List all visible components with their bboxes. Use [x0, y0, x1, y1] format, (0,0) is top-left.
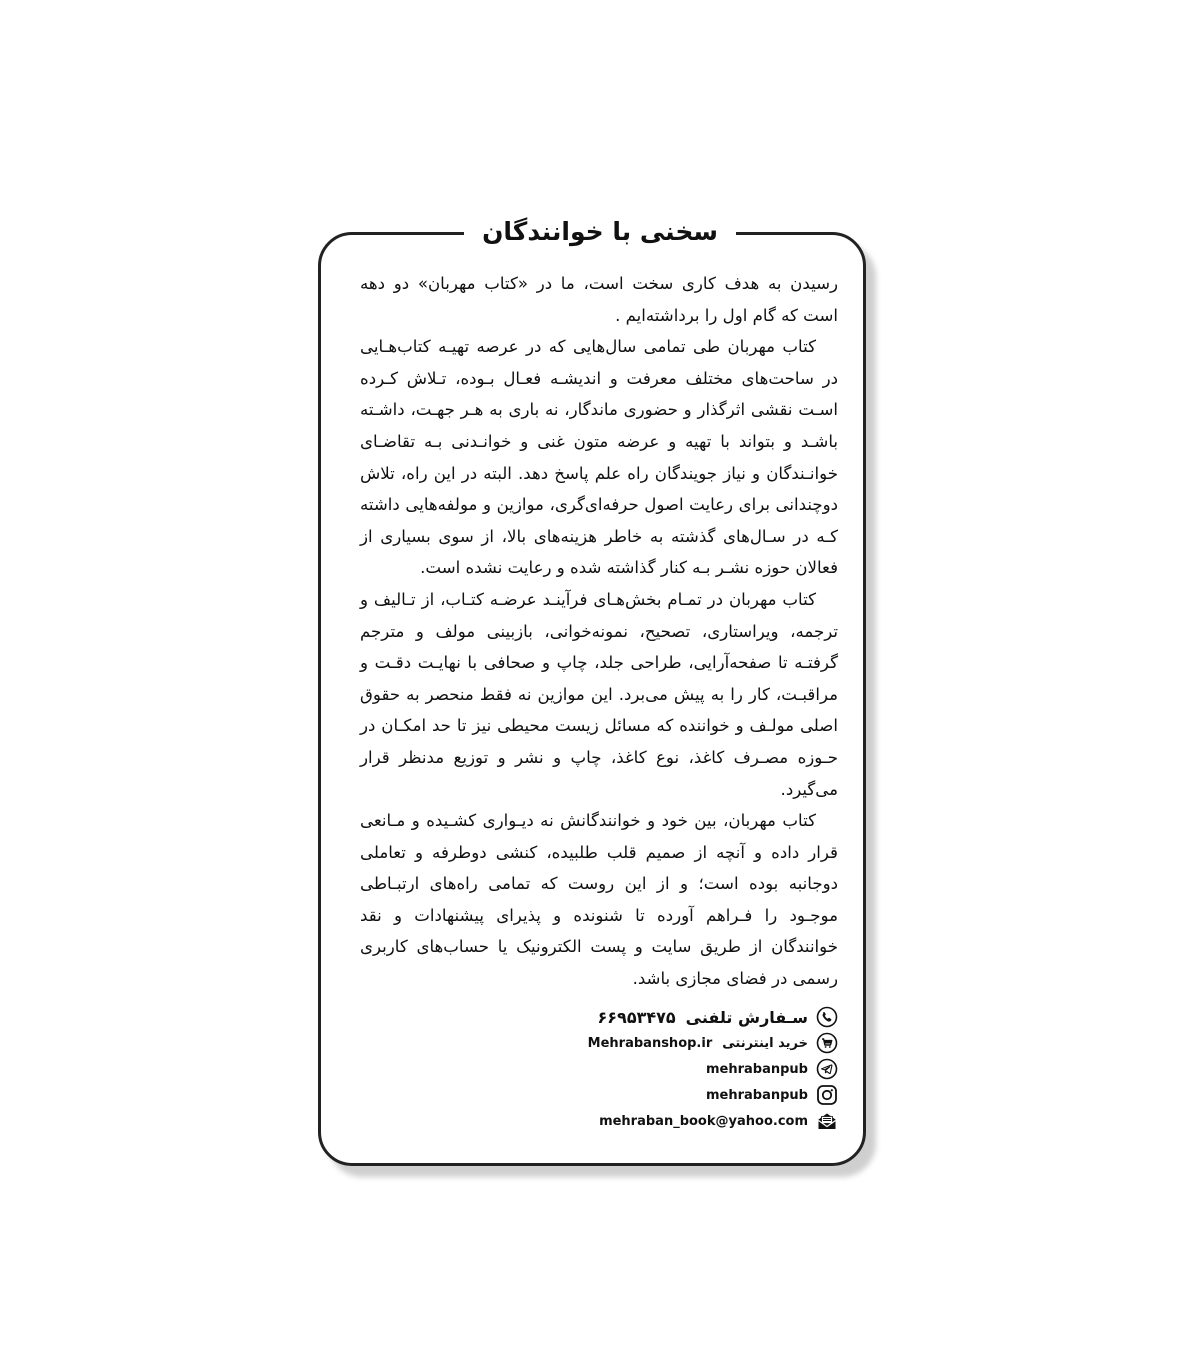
page-title: سخنی با خوانندگان [464, 212, 736, 252]
email-icon [816, 1110, 838, 1132]
shop-label: خرید اینترنتی [722, 1035, 808, 1051]
phone-label: سـفارش تلفنی [685, 1007, 808, 1027]
paragraph-1: رسیدن به هدف کاری سخت است، ما در «کتاب مهربان» دو دهه است که گام اول را برداشته‌ایم . [360, 274, 838, 325]
telegram-handle[interactable]: mehrabanpub [705, 1061, 808, 1077]
instagram-icon [816, 1084, 838, 1106]
contact-email [560, 1108, 838, 1134]
body-text [360, 268, 838, 995]
paragraph-3: کتاب مهربان در تمـام بخش‌هـای فرآینـد عرضـه کتـاب، از تـالیف و ترجمه، ویراستاری، تصحیح، نمونه‌خوانی، بازبینی مولف و مترجم گرفتـه تا صفحه‌آرایی، طراحی جلد، چاپ و صحافی با نهایـت دقـت و مراقبـت، کار را به پیش می‌برد. این موازین نه فقط منحصر به حقوق اصلی مولـف و خواننده که مسائل زیست محیطی نیز تا حد امکـان در حـوزه مصـرف کاغذ، نوع کاغذ، چاپ و نشر و توزیع مدنظر قرار می‌گیرد. [360, 589, 838, 799]
shop-url[interactable]: Mehrabanshop.ir [587, 1035, 713, 1051]
paragraph-4: کتاب مهربان، بین خود و خوانندگانش نه دیـواری کشـیده و مـانعی قرار داده و آنچه از صمیم قلب طلبیده، کنشی دوطرفه و تعاملی دوجانبه بوده است؛ و از این روست که تمامی راه‌های ارتبـاطی موجـود را فـراهم آورده تا شنونده و پذیرای پیشنهادات و نقد خوانندگان از طریق سایت و پست الکترونیک یا حساب‌های کاربری رسمی در فضای مجازی باشد. [360, 811, 838, 989]
contact-list [560, 1004, 838, 1134]
paragraph-2: کتاب مهربان طی تمامی سال‌هایی که در عرصه تهیـه کتاب‌هـایی در ساحت‌های مختلف معرفت و اندیشـه فعـال بـوده، تـلاش کـرده اسـت نقشی اثرگذار و حضوری ماندگار، نه باری به هـر جهـت، داشـته باشـد و بتواند با تهیه و عرضه متون غنی و خوانـدنی بـه تقاضـای خوانـندگان و نیاز جویندگان راه علم پاسخ دهد. البته در این راه، تلاش دوچندانی برای رعایت اصول حرفه‌ای‌گری، موازین و مولفه‌هایی داشته کـه در سـال‌های گذشته به خاطر هزینه‌های بالا، از سوی بسیاری از فعالان حوزه نشـر بـه کنار گذاشته شده و رعایت نشده است. [360, 337, 838, 578]
instagram-handle[interactable]: mehrabanpub [705, 1087, 808, 1103]
telegram-icon [816, 1058, 838, 1080]
contact-shop [560, 1030, 838, 1056]
title-wrapper [0, 212, 1200, 252]
contact-instagram [560, 1082, 838, 1108]
phone-number[interactable]: ۶۶۹۵۳۴۷۵ [597, 1007, 676, 1027]
phone-icon [816, 1006, 838, 1028]
email-address[interactable]: mehraban_book@yahoo.com [599, 1113, 808, 1129]
shopping-cart-icon [816, 1032, 838, 1054]
contact-phone [560, 1004, 838, 1030]
contact-telegram [560, 1056, 838, 1082]
